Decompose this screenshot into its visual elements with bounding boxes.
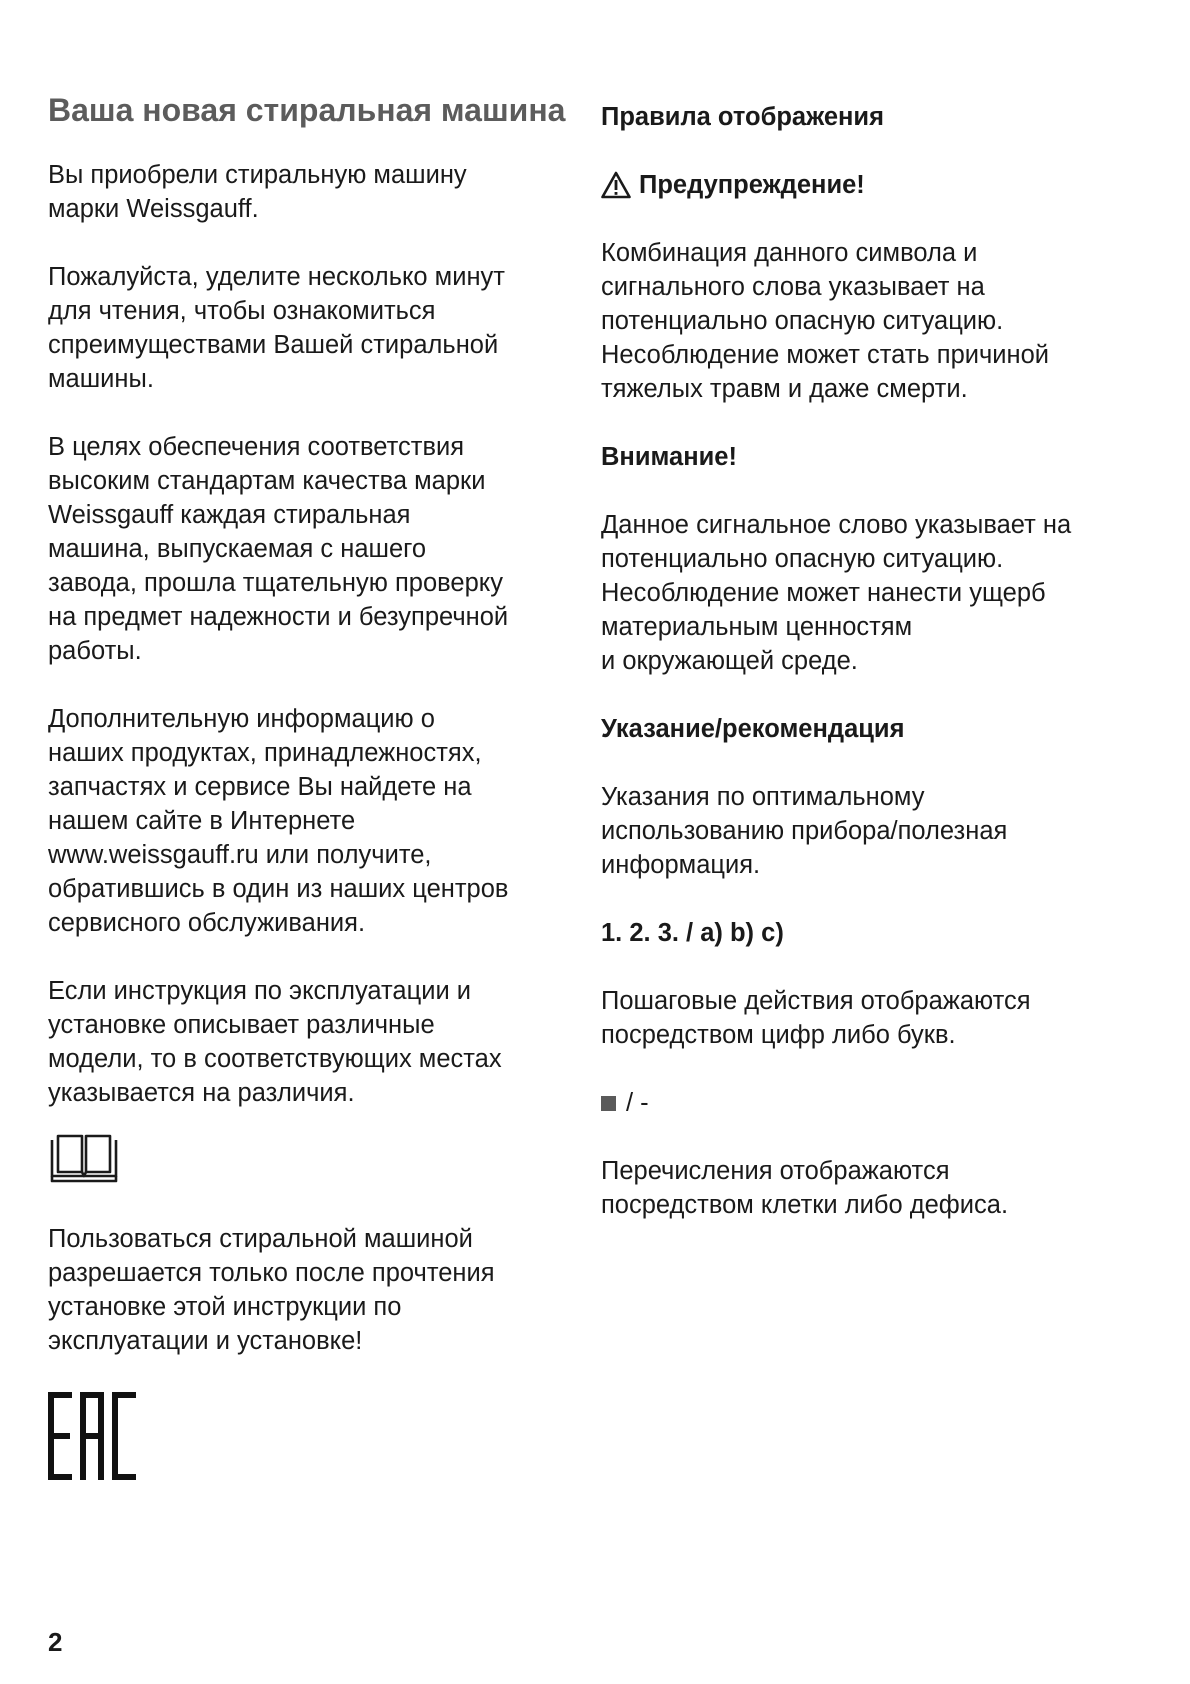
open-book-icon [48,1132,120,1184]
right-column [601,88,1146,1256]
eac-logo [48,1392,136,1480]
attention-text: Данное сигнальное слово указывает на потенциально опасную ситуацию. Несоблюдение может нанести ущерб материальным ценностям и окружающей среде. [601,511,1072,675]
steps-text: Пошаговые действия отображаются посредством цифр либо букв. [601,987,1031,1049]
read-time-paragraph: Пожалуйста, уделите несколько минут для чтения, чтобы ознакомиться спреимуществами Вашей стиральной машины. [48,263,505,393]
warning-triangle-icon [601,171,631,199]
quality-paragraph: В целях обеспечения соответствия высоким стандартам качества марки Weissgauff каждая стиральная машина, выпускаемая с нашего завода, прошла тщательную проверку на предмет надежности и безупречной работы. [48,433,509,665]
warning-label: Предупреждение! [639,171,865,199]
hint-text: Указания по оптимальному использованию прибора/полезная информация. [601,783,1008,879]
warning-heading [601,168,1146,202]
hint-heading: Указание/рекомендация [601,715,905,743]
attention-heading: Внимание! [601,443,737,471]
intro-paragraph: Вы приобрели стиральную машину марки Weissgauff. [48,161,467,223]
lists-text: Перечисления отображаются посредством клетки либо дефиса. [601,1157,1009,1219]
page-number: 2 [48,1627,63,1657]
steps-heading: 1. 2. 3. / a) b) c) [601,919,784,947]
info-paragraph: Дополнительную информацию о наших продуктах, принадлежностях, запчастях и сервисе Вы найдете на нашем сайте в Интернете www.weissgauff.ru или получите, обратившись в один из наших центров сервисного обслуживания. [48,705,509,937]
section-heading: Правила отображения [601,103,884,131]
left-column [48,88,568,1480]
models-paragraph: Если инструкция по эксплуатации и установке описывает различные модели, то в соответствующих местах указывается на различия. [48,977,502,1107]
lists-heading [601,1086,1146,1120]
lists-label: / - [626,1089,649,1117]
square-bullet-icon [601,1096,616,1111]
closing-paragraph: Пользоваться стиральной машиной разрешается только после прочтения установке этой инструкции по эксплуатации и установке! [48,1225,495,1355]
page-title: Ваша новая стиральная машина [48,92,566,128]
warning-text: Комбинация данного символа и сигнального слова указывает на потенциально опасную ситуацию. Несоблюдение может стать причиной тяжелых травм и даже смерти. [601,239,1050,403]
